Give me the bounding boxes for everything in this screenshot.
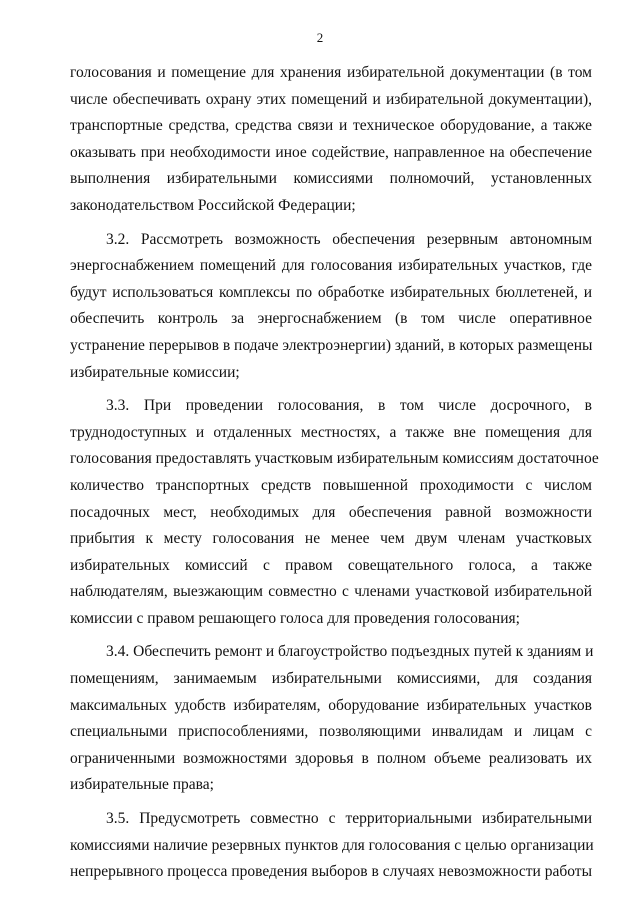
text-line: голосования и помещение для хранения избирательной документации (в том bbox=[70, 64, 592, 81]
text-line: законодательством Российской Федерации; bbox=[70, 196, 356, 214]
text-line: избирательные комиссии; bbox=[70, 363, 240, 381]
paragraph-continuation bbox=[70, 60, 592, 220]
text-line: будут использоваться комплексы по обработке избирательных бюллетеней, и bbox=[70, 283, 592, 301]
text-line: наблюдателям, выезжающим совместно с членами участковой избирательной bbox=[70, 583, 592, 601]
paragraph-3-4 bbox=[70, 639, 592, 799]
text-line: числе обеспечивать охрану этих помещений и избирательной документации), bbox=[70, 90, 592, 108]
text-line: транспортные средства, средства связи и техническое оборудование, а также bbox=[70, 117, 592, 135]
text-line: избирательных комиссий с правом совещательного голоса, а также bbox=[70, 556, 592, 574]
text-line: 3.2. Рассмотреть возможность обеспечения резервным автономным bbox=[106, 230, 592, 248]
paragraph-3-5 bbox=[70, 806, 592, 886]
paragraph-3-2 bbox=[70, 227, 592, 387]
text-line: непрерывного процесса проведения выборов в случаях невозможности работы bbox=[70, 863, 592, 881]
text-line: прибытия к месту голосования не менее чем двум членам участковых bbox=[70, 530, 592, 548]
paragraph-3-3 bbox=[70, 393, 599, 632]
text-line: комиссиями наличие резервных пунктов для голосования с целью организации bbox=[70, 836, 594, 854]
text-line: посадочных мест, необходимых для обеспечения равной возможности bbox=[70, 503, 592, 521]
text-line: устранение перерывов в подаче электроэнергии) зданий, в которых размещены bbox=[70, 336, 593, 354]
document-body bbox=[70, 60, 599, 893]
text-line: энергоснабжением помещений для голосования избирательных участков, где bbox=[70, 257, 592, 275]
text-line: 3.5. Предусмотреть совместно с территориальными избирательными bbox=[106, 810, 592, 828]
text-line: максимальных удобств избирателям, оборудование избирательных участков bbox=[70, 696, 592, 714]
text-line: обеспечить контроль за энергоснабжением (в том числе оперативное bbox=[70, 310, 592, 328]
text-line: 3.4. Обеспечить ремонт и благоустройство подъездных путей к зданиям и bbox=[106, 643, 594, 661]
text-line: выполнения избирательными комиссиями полномочий, установленных bbox=[70, 170, 592, 188]
text-line: ограниченными возможностями здоровья в полном объеме реализовать их bbox=[70, 749, 592, 767]
text-line: помещениям, занимаемым избирательными комиссиями, для создания bbox=[70, 670, 592, 688]
text-line: количество транспортных средств повышенной проходимости с числом bbox=[70, 476, 592, 494]
text-line: комиссии с правом решающего голоса для проведения голосования; bbox=[70, 609, 520, 627]
text-line: оказывать при необходимости иное содействие, направленное на обеспечение bbox=[70, 143, 592, 161]
text-line: 3.3. При проведении голосования, в том числе досрочного, в bbox=[106, 397, 592, 415]
text-line: голосования предоставлять участковым избирательным комиссиям достаточное bbox=[70, 450, 599, 468]
text-line: избирательные права; bbox=[70, 776, 214, 794]
text-line: труднодоступных и отдаленных местностях, а также вне помещения для bbox=[70, 423, 592, 441]
page-number: 2 bbox=[316, 30, 324, 45]
text-line: специальными приспособлениями, позволяющими инвалидам и лицам с bbox=[70, 723, 592, 741]
